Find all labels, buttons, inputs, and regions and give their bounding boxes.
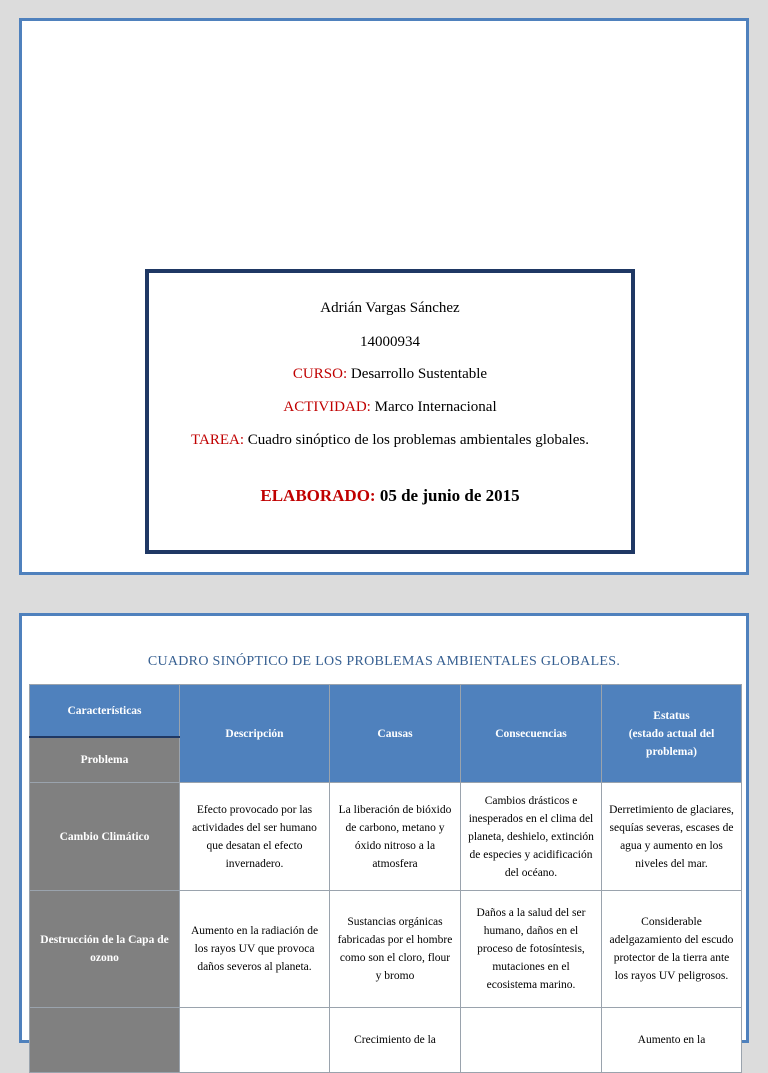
status-cell: Derretimiento de glaciares, sequías severas, escases de agua y aumento en los niveles del mar. [602,783,742,891]
page-title: CUADRO SINÓPTICO DE LOS PROBLEMAS AMBIENTALES GLOBALES. [147,654,621,669]
table-row [30,1008,742,1073]
consequences-cell [461,1008,602,1073]
header-problem: Problema [30,737,180,783]
header-causes: Causas [330,685,461,783]
header-status-subtitle: (estado actual del problema) [628,727,715,758]
task-label: TAREA: [191,432,245,448]
status-cell: Considerable adelgazamiento del escudo protector de la tierra ante los rayos UV peligrosos. [602,891,742,1008]
problem-cell [30,1008,180,1073]
table-row [30,783,742,891]
activity-value: Marco Internacional [374,399,497,415]
date-line [149,486,631,506]
causes-cell: Sustancias orgánicas fabricadas por el hombre como son el cloro, flour y bromo [330,891,461,1008]
description-cell [180,1008,330,1073]
header-consequences: Consecuencias [461,685,602,783]
problem-cell: Destrucción de la Capa de ozono [30,891,180,1008]
consequences-cell: Daños a la salud del ser humano, daños en el proceso de fotosíntesis, mutaciones en el ecosistema marino. [461,891,602,1008]
date-value: 05 de junio de 2015 [379,486,520,505]
date-label: ELABORADO: [260,486,376,505]
causes-cell: Crecimiento de la [330,1008,461,1073]
description-cell: Efecto provocado por las actividades del ser humano que desatan el efecto invernadero. [180,783,330,891]
activity-line [149,399,631,416]
description-cell: Aumento en la radiación de los rayos UV que provoca daños severos al planeta. [180,891,330,1008]
consequences-cell: Cambios drásticos e inesperados en el clima del planeta, deshielo, extinción de especies y acidificación del océano. [461,783,602,891]
activity-label: ACTIVIDAD: [283,399,371,415]
student-id: 14000934 [360,334,420,350]
task-value: Cuadro sinóptico de los problemas ambientales globales [247,432,586,448]
task-line [149,431,631,450]
header-status-title: Estatus [653,709,690,722]
header-description: Descripción [180,685,330,783]
course-label: CURSO: [292,366,348,382]
table-page [19,613,749,1046]
status-cell: Aumento en la [602,1008,742,1073]
author-name: Adrián Vargas Sánchez [320,300,460,316]
causes-cell: La liberación de bióxido de carbono, metano y óxido nitroso a la atmosfera [330,783,461,891]
course-value: Desarrollo Sustentable [350,366,488,382]
cover-page [19,18,749,575]
synoptic-table [29,684,742,1073]
header-characteristics: Características [30,685,180,738]
header-status [602,685,742,783]
course-line [149,366,631,383]
table-row [30,891,742,1008]
cover-box [145,269,635,554]
task-end: . [585,432,589,448]
problem-cell: Cambio Climático [30,783,180,891]
header-row [30,685,742,738]
